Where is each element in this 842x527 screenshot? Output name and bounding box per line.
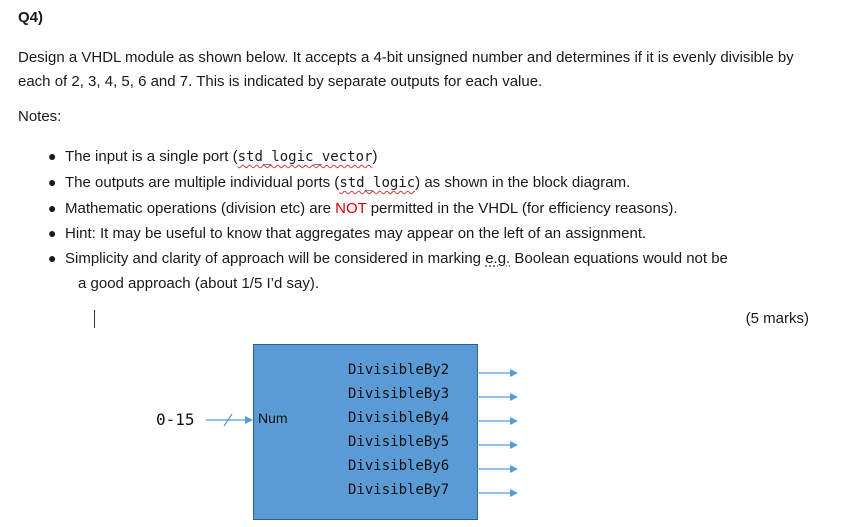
code-std-logic-vector: std_logic_vector bbox=[237, 149, 373, 165]
bullet-icon: ● bbox=[48, 225, 57, 241]
note-text: The input is a single port ( bbox=[65, 148, 238, 165]
output-arrows bbox=[476, 373, 517, 493]
output-port-label: DivisibleBy6 bbox=[348, 458, 450, 474]
input-port-label: Num bbox=[258, 410, 288, 426]
note-text: Simplicity and clarity of approach will be considered in marking bbox=[65, 250, 486, 267]
note-text: ) as shown in the block diagram. bbox=[415, 174, 631, 191]
output-port-label: DivisibleBy2 bbox=[348, 362, 450, 378]
code-std-logic: std_logic bbox=[339, 175, 416, 191]
bullet-icon: ● bbox=[48, 174, 57, 190]
question-intro: Design a VHDL module as shown below. It accepts a 4-bit unsigned number and determines if it is evenly divisible by each of 2, 3, 4, 5, 6 and 7. This is indicated by separate outputs for each value. bbox=[18, 49, 794, 90]
output-port-label: DivisibleBy5 bbox=[348, 434, 450, 450]
input-arrow bbox=[206, 414, 252, 426]
note-text: Hint: It may be useful to know that aggregates may appear on the left of an assignment. bbox=[65, 225, 647, 242]
marks-label: (5 marks) bbox=[745, 310, 809, 327]
output-port-label: DivisibleBy3 bbox=[348, 386, 450, 402]
note-text: Mathematic operations (division etc) are bbox=[65, 200, 336, 217]
note-text: Boolean equations would not be bbox=[510, 250, 728, 267]
not-emphasis: NOT bbox=[335, 200, 367, 217]
output-port-label: DivisibleBy4 bbox=[348, 410, 450, 426]
note-text: The outputs are multiple individual ports ( bbox=[65, 174, 340, 191]
bullet-icon: ● bbox=[48, 250, 57, 266]
note-text: ) bbox=[372, 148, 378, 165]
note-continuation: a good approach (about 1/5 I’d say). bbox=[78, 275, 319, 292]
output-port-label: DivisibleBy7 bbox=[348, 482, 450, 498]
question-heading: Q4) bbox=[18, 9, 44, 26]
note-text: permitted in the VHDL (for efficiency reasons). bbox=[366, 200, 678, 217]
eg-abbreviation: e.g. bbox=[485, 250, 511, 267]
bullet-icon: ● bbox=[48, 148, 57, 164]
input-range-label: 0-15 bbox=[156, 410, 195, 429]
notes-label: Notes: bbox=[18, 108, 62, 125]
bullet-icon: ● bbox=[48, 200, 57, 216]
